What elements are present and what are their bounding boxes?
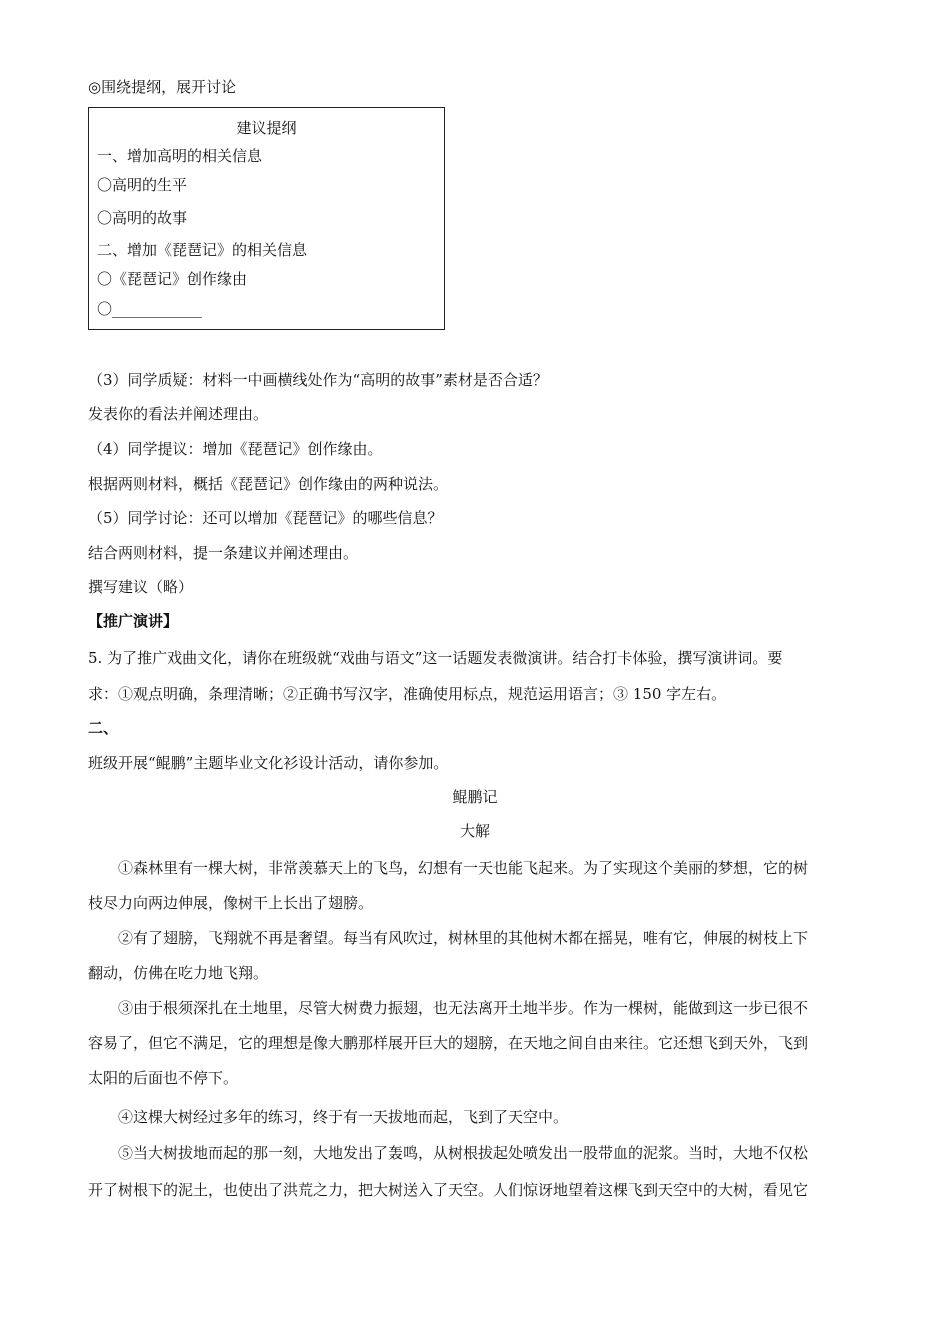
- question-3-task: 发表你的看法并阐述理由。: [88, 405, 269, 423]
- outline-item: 〇高明的故事: [97, 209, 188, 227]
- paragraph-line: ③由于根须深扎在土地里，尽管大树费力振翅，也无法离开土地半步。作为一棵树，能做到这一步已很不: [88, 999, 809, 1017]
- draft-note: 撰写建议（略）: [88, 578, 194, 596]
- paragraph-line: 翻动，仿佛在吃力地飞翔。: [88, 964, 269, 982]
- paragraph-line: 枝尽力向两边伸展，像树干上长出了翅膀。: [88, 894, 374, 912]
- question-3: （3）同学质疑：材料一中画横线处作为“高明的故事”素材是否合适？: [88, 371, 548, 389]
- paragraph-line: 开了树根下的泥土，也使出了洪荒之力，把大树送入了天空。人们惊讶地望着这棵飞到天空中的大树，看见它: [88, 1181, 809, 1199]
- paragraph-line: ④这棵大树经过多年的练习，终于有一天拔地而起，飞到了天空中。: [88, 1108, 569, 1126]
- outline-item: 〇高明的生平: [97, 176, 188, 194]
- paragraph-line: 容易了，但它不满足，它的理想是像大鹏那样展开巨大的翅膀，在天地之间自由来往。它还想飞到天外，飞到: [88, 1034, 809, 1052]
- section-2-intro: 班级开展“鲲鹏”主题毕业文化衫设计活动，请你参加。: [88, 754, 449, 772]
- outline-item-blank: 〇____________: [97, 300, 203, 318]
- outline-box: [88, 107, 445, 330]
- article-author: 大解: [459, 822, 490, 840]
- question-4: （4）同学提议：增加《琵琶记》创作缘由。: [88, 440, 383, 458]
- paragraph-line: 太阳的后面也不停下。: [88, 1069, 239, 1087]
- discussion-intro: ◎围绕提纲，展开讨论: [88, 78, 237, 96]
- promo-question-line-2: 求：①观点明确，条理清晰；②正确书写汉字，准确使用标点，规范运用语言；③ 150 字左右。: [88, 685, 727, 703]
- paragraph-line: ②有了翅膀，飞翔就不再是奢望。每当有风吹过，树林里的其他树木都在摇晃，唯有它，伸展的树枝上下: [88, 929, 809, 947]
- paragraph-line: ⑤当大树拔地而起的那一刻，大地发出了轰鸣，从树根拔起处喷发出一股带血的泥浆。当时，大地不仅松: [88, 1144, 809, 1162]
- promo-heading: 【推广演讲】: [88, 612, 179, 630]
- question-5-task: 结合两则材料，提一条建议并阐述理由。: [88, 544, 359, 562]
- article-title: 鲲鹏记: [452, 788, 498, 806]
- question-5: （5）同学讨论：还可以增加《琵琶记》的哪些信息？: [88, 509, 443, 527]
- outline-title: 建议提纲: [236, 119, 297, 137]
- promo-question-line-1: 5. 为了推广戏曲文化，请你在班级就“戏曲与语文”这一话题发表微演讲。结合打卡体验，撰写演讲词。要: [88, 649, 783, 667]
- question-4-task: 根据两则材料，概括《琵琶记》创作缘由的两种说法。: [88, 475, 449, 493]
- outline-item: 〇《琵琶记》创作缘由: [97, 270, 248, 288]
- section-2-heading: 二、: [88, 719, 119, 737]
- paragraph-line: ①森林里有一棵大树，非常羡慕天上的飞鸟，幻想有一天也能飞起来。为了实现这个美丽的梦想，它的树: [88, 859, 809, 877]
- outline-item: 二、增加《琵琶记》的相关信息: [97, 241, 308, 259]
- outline-item: 一、增加高明的相关信息: [97, 147, 263, 165]
